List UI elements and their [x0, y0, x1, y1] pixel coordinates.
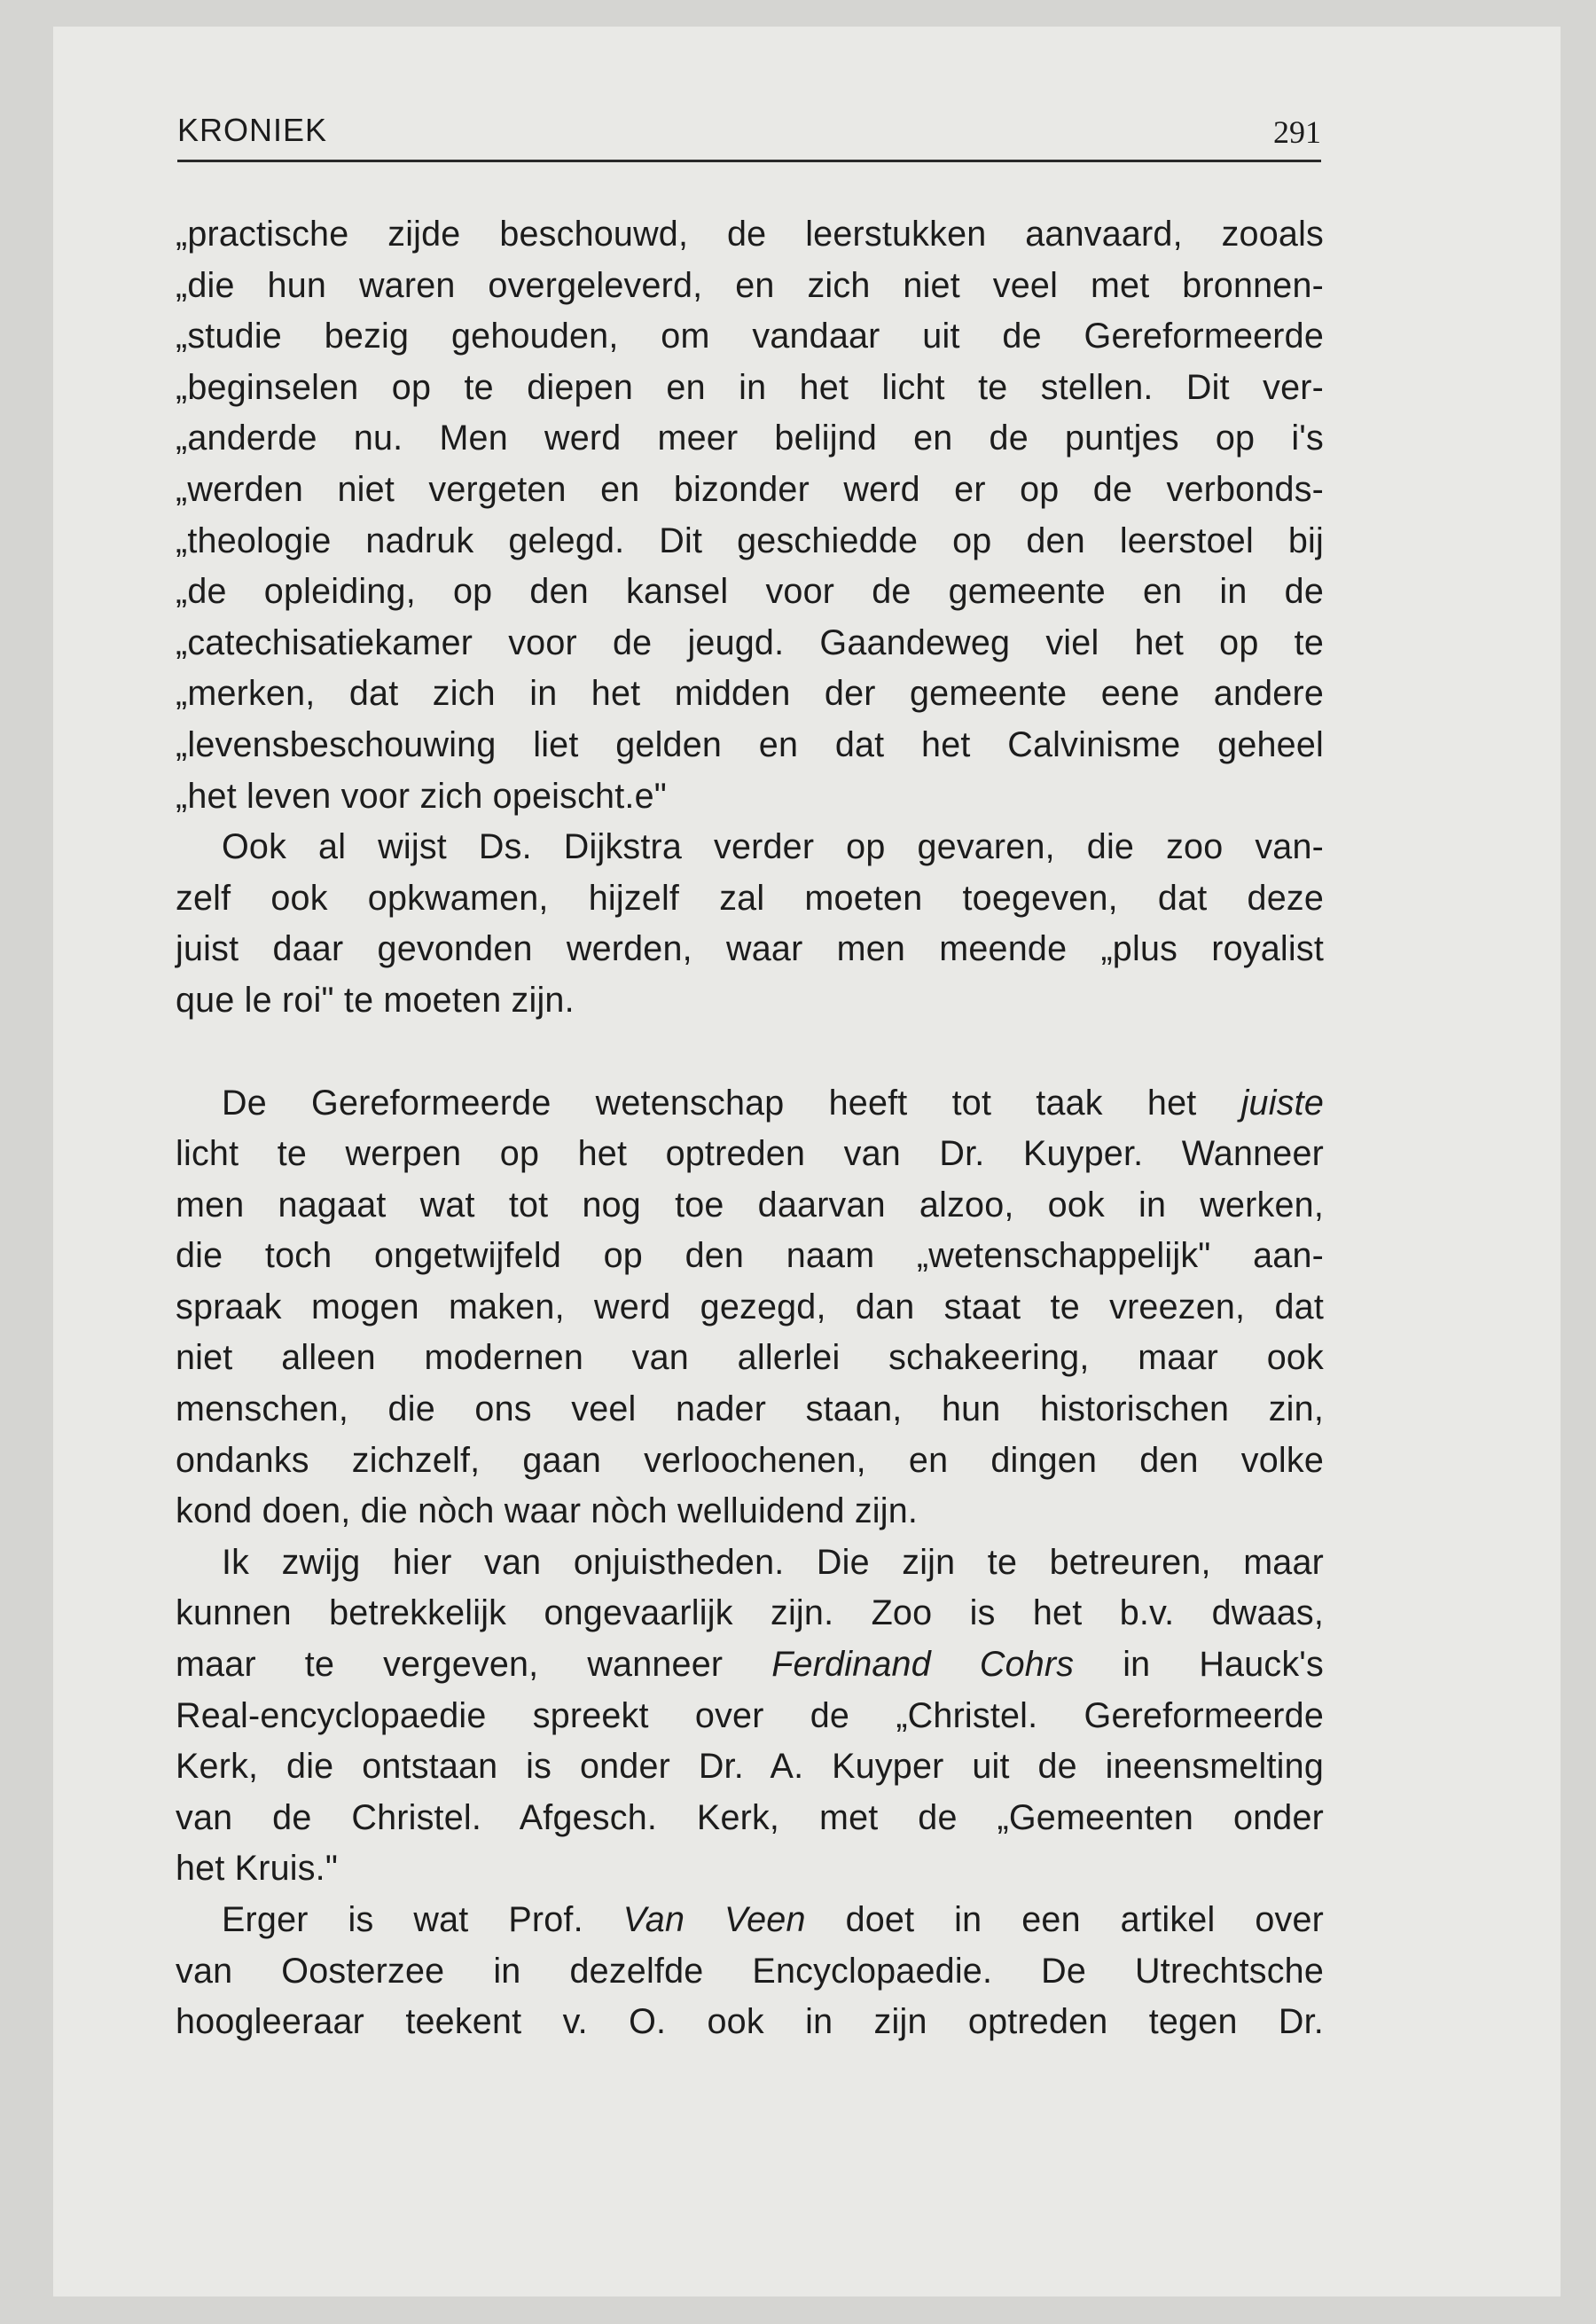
text-line: ondanks zichzelf, gaan verloochenen, en dingen den volke	[176, 1440, 1324, 1480]
text-line: hoogleeraar teekent v. O. ook in zijn optreden tegen Dr.	[176, 2002, 1324, 2042]
text-line: niet alleen modernen van allerlei schakeering, maar ook	[176, 1338, 1324, 1378]
text-line: „die hun waren overgeleverd, en zich niet veel met bronnen-	[176, 265, 1324, 305]
text-line: „beginselen op te diepen en in het licht te stellen. Dit ver-	[176, 367, 1324, 407]
page-number: 291	[1273, 114, 1321, 150]
text-run: Erger is wat Prof.	[222, 1900, 623, 1939]
italic-text: juiste	[1240, 1083, 1324, 1123]
text-line: licht te werpen op het optreden van Dr. Kuyper. Wanneer	[176, 1134, 1324, 1174]
text-run: in Hauck's	[1074, 1645, 1324, 1685]
text-line	[176, 1639, 1324, 1691]
section-break	[176, 1027, 1324, 1078]
text-line: „de opleiding, op den kansel voor de gemeente en in de	[176, 572, 1324, 612]
text-line: kunnen betrekkelijk ongevaarlijk zijn. Zoo is het b.v. dwaas,	[176, 1593, 1324, 1633]
text-run: doet in een artikel over	[805, 1900, 1324, 1939]
text-run: maar te vergeven, wanneer	[176, 1645, 772, 1685]
text-line: „catechisatiekamer voor de jeugd. Gaandeweg viel het op te	[176, 622, 1324, 662]
text-line: Real-encyclopaedie spreekt over de „Christel. Gereformeerde	[176, 1695, 1324, 1735]
page-header	[177, 106, 1321, 162]
paragraph	[176, 822, 1324, 1026]
text-line: „practische zijde beschouwd, de leerstukken aanvaard, zooals	[176, 215, 1324, 254]
text-run: De Gereformeerde wetenschap heeft tot taak het	[222, 1083, 1241, 1123]
text-line: kond doen, die nòch waar nòch welluidend zijn.	[176, 1491, 919, 1531]
text-line: „anderde nu. Men werd meer belijnd en de puntjes op i's	[176, 419, 1324, 458]
text-line: Kerk, die ontstaan is onder Dr. A. Kuyper uit de ineensmelting	[176, 1747, 1324, 1787]
text-line: „werden niet vergeten en bizonder werd er op de verbonds-	[176, 469, 1324, 509]
text-line: Ik zwijg hier van onjuistheden. Die zijn te betreuren, maar	[222, 1542, 1324, 1582]
text-line: menschen, die ons veel nader staan, hun historischen zin,	[176, 1389, 1324, 1429]
text-line: „het leven voor zich opeischt.e"	[176, 776, 667, 816]
paragraph	[176, 1538, 1324, 1895]
text-line: „merken, dat zich in het midden der gemeente eene andere	[176, 674, 1324, 714]
paragraph	[176, 1895, 1324, 2048]
text-line: het Kruis."	[176, 1849, 339, 1889]
italic-text: Van Veen	[622, 1900, 806, 1939]
text-line: „levensbeschouwing liet gelden en dat het Calvinisme geheel	[176, 724, 1324, 764]
text-line: „studie bezig gehouden, om vandaar uit de Gereformeerde	[176, 317, 1324, 356]
text-line: van Oosterzee in dezelfde Encyclopaedie. De Utrechtsche	[176, 1951, 1324, 1991]
text-line	[176, 1078, 1324, 1130]
text-line: que le roi" te moeten zijn.	[176, 980, 575, 1020]
text-line: men nagaat wat tot nog toe daarvan alzoo, ook in werken,	[176, 1185, 1324, 1225]
paragraph	[176, 1078, 1324, 1538]
italic-text: Ferdinand Cohrs	[771, 1645, 1075, 1685]
text-line: „theologie nadruk gelegd. Dit geschiedde op den leerstoel bij	[176, 520, 1324, 560]
body-text	[176, 209, 1324, 2048]
text-line: die toch ongetwijfeld op den naam „wetenschappelijk" aan-	[176, 1236, 1324, 1276]
text-line: Ook al wijst Ds. Dijkstra verder op gevaren, die zoo van-	[222, 827, 1324, 867]
running-head: KRONIEK	[177, 112, 328, 148]
text-line: juist daar gevonden werden, waar men meende „plus royalist	[176, 929, 1324, 969]
quotation-block	[176, 209, 1324, 822]
text-line: spraak mogen maken, werd gezegd, dan staat te vreezen, dat	[176, 1287, 1324, 1326]
text-line: zelf ook opkwamen, hijzelf zal moeten toegeven, dat deze	[176, 878, 1324, 918]
text-line: van de Christel. Afgesch. Kerk, met de „Gemeenten onder	[176, 1797, 1324, 1837]
text-line	[176, 1895, 1324, 1946]
